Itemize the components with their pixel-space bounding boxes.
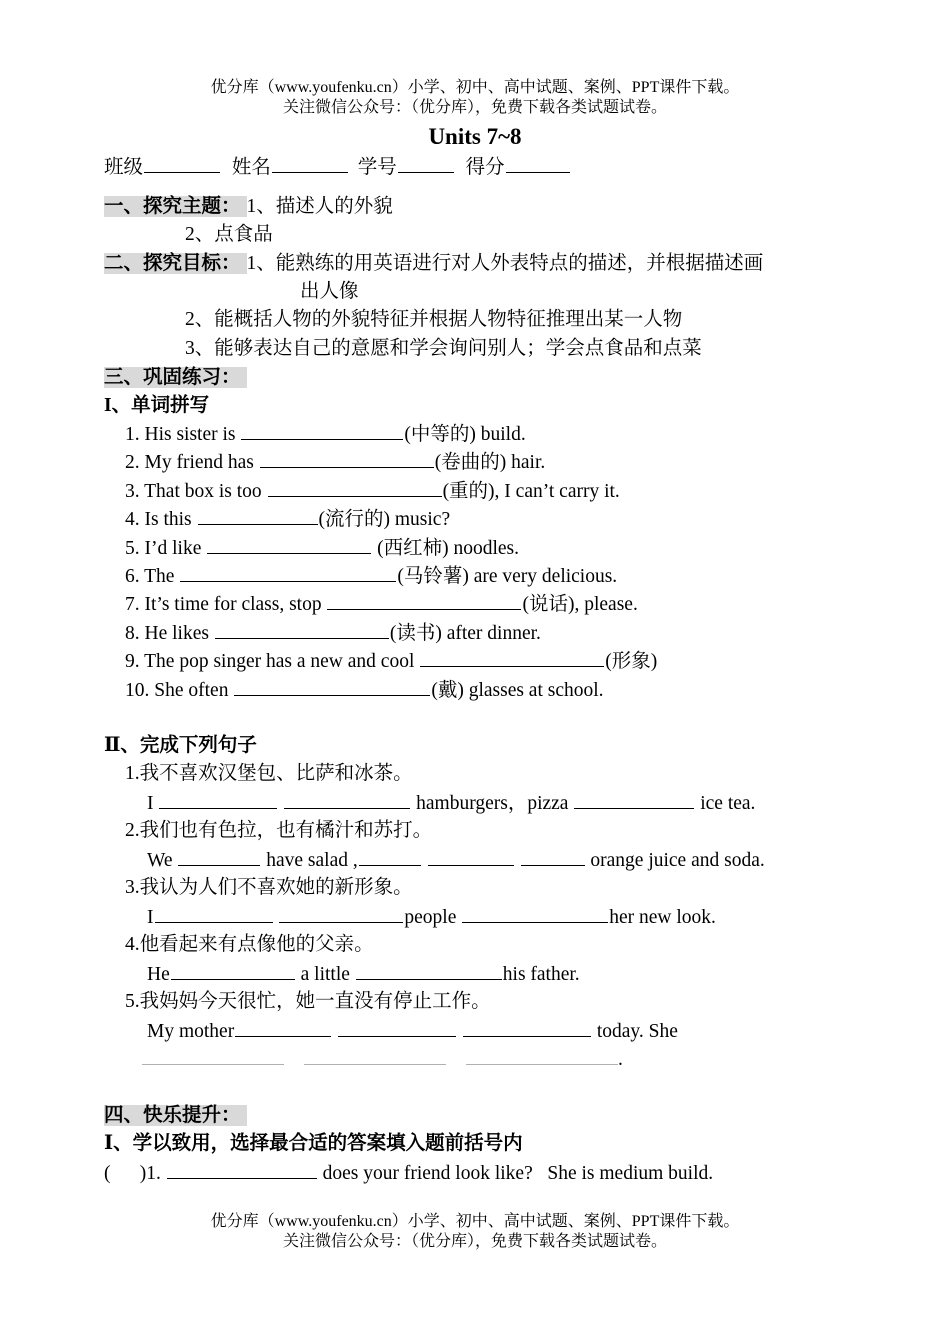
answer-blank[interactable]: [356, 961, 502, 980]
sentence-en-text: My mother: [147, 1021, 235, 1042]
sentence-en-text: ice tea.: [700, 793, 756, 814]
answer-blank[interactable]: [241, 421, 403, 440]
sentence-en: [147, 790, 755, 817]
answer-blank[interactable]: [462, 904, 608, 923]
sentence-en-text: people: [404, 907, 457, 928]
spelling-hint: (流行的) music?: [318, 509, 451, 531]
id-blank[interactable]: [398, 154, 454, 173]
spelling-text: 8. He likes: [125, 622, 214, 644]
answer-blank[interactable]: [155, 904, 273, 923]
section4-row: [104, 1103, 247, 1129]
spelling-item: [125, 648, 657, 675]
spelling-text: 3. That box is too: [125, 480, 267, 502]
answer-blank[interactable]: [420, 648, 604, 667]
page-title: Units 7~8: [428, 124, 522, 149]
spelling-hint: (卷曲的) hair.: [434, 452, 546, 474]
answer-blank[interactable]: [171, 961, 295, 980]
spelling-hint: (读书) after dinner.: [389, 622, 541, 644]
name-blank[interactable]: [272, 154, 348, 173]
answer-blank[interactable]: [521, 847, 585, 866]
sentence-en-text: I: [147, 907, 154, 928]
answer-blank[interactable]: [180, 563, 396, 582]
section4-label: 四、快乐提升：: [104, 1105, 247, 1126]
answer-blank[interactable]: [304, 1046, 446, 1065]
answer-blank[interactable]: [359, 847, 421, 866]
sentence-en-text: a little: [300, 964, 350, 985]
name-label: 姓名: [231, 157, 271, 178]
site-footer-line2: 关注微信公众号：（优分库），免费下载各类试题试卷。: [282, 1233, 667, 1250]
sentence-en: [147, 1018, 678, 1045]
sentence-en-text: her new look.: [609, 907, 716, 928]
sentence-en-text: orange juice and soda.: [590, 850, 765, 871]
question-1: [104, 1160, 713, 1187]
spelling-text: 9. The pop singer has a new and cool: [125, 651, 420, 673]
spelling-text: 2. My friend has: [125, 452, 259, 474]
spelling-hint: (说话), please.: [522, 594, 638, 616]
sentence-en-text: hamburgers，pizza: [416, 793, 569, 814]
answer-blank[interactable]: [327, 591, 521, 610]
class-label: 班级: [104, 157, 144, 178]
site-footer-line1: 优分库（www.youfenku.cn）小学、初中、高中试题、案例、PPT课件下载。: [210, 1213, 740, 1230]
answer-paren[interactable]: ( )1.: [104, 1163, 161, 1184]
answer-blank[interactable]: [466, 1046, 618, 1065]
section1-item2: 2、点食品: [185, 224, 273, 245]
spelling-hint: (戴) glasses at school.: [431, 679, 604, 701]
sentence-cn: 5.我妈妈今天很忙，她一直没有停止工作。: [125, 991, 491, 1012]
sentence-en-text: I: [147, 793, 154, 814]
answer-blank[interactable]: [178, 847, 260, 866]
spelling-text: 4. Is this: [125, 509, 197, 531]
sentence-en-text: We: [147, 850, 173, 871]
spelling-text: 10. She often: [125, 679, 234, 701]
part1-title: I、单词拼写: [104, 395, 210, 416]
student-info-row: [104, 154, 571, 181]
answer-blank[interactable]: [463, 1018, 591, 1037]
sentence-en: [147, 961, 580, 988]
answer-blank[interactable]: [284, 790, 410, 809]
section2-item1a: 1、能熟练的用英语进行对人外表特点的描述，并根据描述画: [246, 253, 764, 274]
spelling-text: 5. I’d like: [125, 537, 207, 559]
section2-label: 二、探究目标：: [104, 253, 247, 274]
sentence-en-continued: [142, 1046, 623, 1073]
part2-title: Ⅱ、完成下列句子: [104, 735, 257, 756]
section2-item3: 3、能够表达自己的意愿和学会询问别人；学会点食品和点菜: [185, 338, 702, 359]
answer-blank[interactable]: [234, 677, 430, 696]
score-blank[interactable]: [506, 154, 570, 173]
sentence-cn: 3.我认为人们不喜欢她的新形象。: [125, 877, 413, 898]
sentence-en: [147, 847, 765, 874]
spelling-hint: (重的), I can’t carry it.: [442, 480, 620, 502]
section2-item1b: 出人像: [300, 281, 359, 302]
answer-blank[interactable]: [159, 790, 277, 809]
spelling-item: [125, 506, 450, 533]
spelling-hint: (形象): [605, 651, 658, 673]
section3-row: [104, 365, 247, 391]
sentence-en: [147, 904, 716, 931]
spelling-item: [125, 591, 638, 618]
spelling-text: 7. It’s time for class, stop: [125, 594, 327, 616]
sentence-en-text: today. She: [596, 1021, 678, 1042]
spelling-item: [125, 620, 541, 647]
id-label: 学号: [357, 157, 397, 178]
class-blank[interactable]: [144, 154, 220, 173]
section3-label: 三、巩固练习：: [104, 367, 247, 388]
answer-blank[interactable]: [235, 1018, 331, 1037]
spelling-item: [125, 563, 617, 590]
sentence-en-text: .: [618, 1049, 623, 1070]
answer-blank[interactable]: [142, 1046, 284, 1065]
sentence-cn: 2.我们也有色拉，也有橘汁和苏打。: [125, 820, 433, 841]
spelling-hint: (中等的) build.: [404, 424, 526, 445]
question-text: does your friend look like? She is medium build.: [317, 1163, 714, 1184]
answer-blank[interactable]: [338, 1018, 456, 1037]
answer-blank[interactable]: [279, 904, 403, 923]
site-header-line1: 优分库（www.youfenku.cn）小学、初中、高中试题、案例、PPT课件下载。: [210, 79, 740, 96]
spelling-item: [125, 449, 545, 476]
answer-blank[interactable]: [260, 449, 434, 468]
answer-blank[interactable]: [268, 478, 442, 497]
sentence-en-text: his father.: [502, 964, 580, 985]
section2-item2: 2、能概括人物的外貌特征并根据人物特征推理出某一人物: [185, 309, 683, 330]
answer-blank[interactable]: [207, 535, 371, 554]
answer-blank[interactable]: [574, 790, 694, 809]
answer-blank[interactable]: [428, 847, 514, 866]
section2-row: [104, 251, 763, 277]
answer-blank[interactable]: [198, 506, 318, 525]
spelling-item: [125, 535, 519, 562]
site-header-line2: 关注微信公众号：（优分库），免费下载各类试题试卷。: [282, 99, 667, 116]
spelling-item: [125, 677, 604, 704]
spelling-item: [125, 421, 526, 448]
section4-part1-title: Ⅰ、学以致用，选择最合适的答案填入题前括号内: [104, 1133, 523, 1154]
sentence-en-text: He: [147, 964, 170, 985]
sentence-en-text: have salad ,: [266, 850, 358, 871]
answer-blank[interactable]: [215, 620, 389, 639]
sentence-cn: 1.我不喜欢汉堡包、比萨和冰茶。: [125, 763, 413, 784]
section1-row: [104, 194, 393, 220]
sentence-cn: 4.他看起来有点像他的父亲。: [125, 934, 374, 955]
section1-item1: 1、描述人的外貌: [246, 196, 393, 217]
spelling-hint: (马铃薯) are very delicious.: [397, 566, 618, 587]
spelling-hint: (西红柿) noodles.: [372, 537, 520, 559]
section1-label: 一、探究主题：: [104, 196, 247, 217]
spelling-text: 1. His sister is: [125, 424, 241, 445]
spelling-text: 6. The: [125, 566, 180, 587]
spelling-item: [125, 478, 620, 505]
answer-blank[interactable]: [167, 1160, 317, 1179]
score-label: 得分: [465, 157, 505, 178]
